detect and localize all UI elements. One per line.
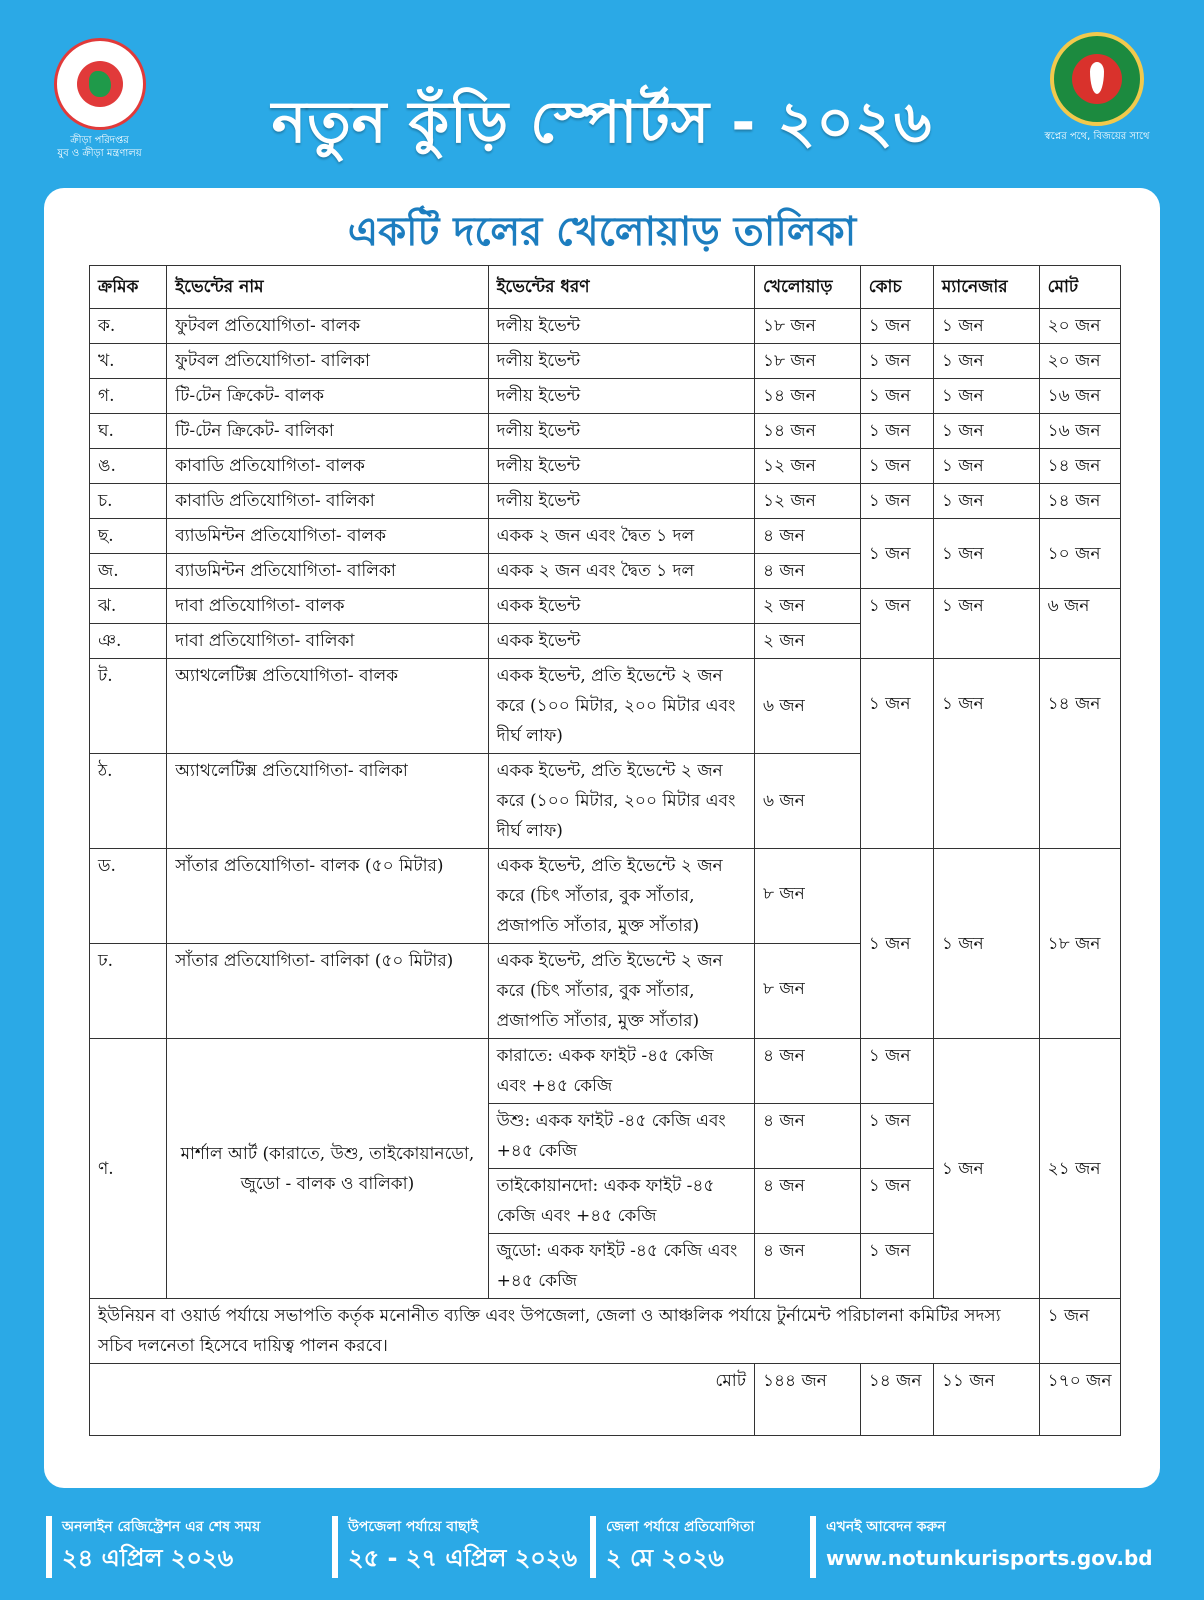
cell-event-type: উশু: একক ফাইট -৪৫ কেজি এবং +৪৫ কেজি (488, 1104, 754, 1169)
cell-players: ৪ জন (754, 1169, 860, 1234)
cell-serial: ক. (90, 309, 167, 344)
cell-manager: ১ জন (933, 589, 1039, 659)
cell-coach: ১ জন (860, 1039, 933, 1104)
header-manager: ম্যানেজার (933, 266, 1039, 309)
cell-manager: ১ জন (933, 379, 1039, 414)
grand-total-coach: ১৪ জন (860, 1364, 933, 1436)
cell-manager: ১ জন (933, 519, 1039, 589)
table-row (90, 1039, 1121, 1104)
cell-players: ১৮ জন (754, 344, 860, 379)
table-row (90, 484, 1121, 519)
footer-label: এখনই আবেদন করুন (826, 1519, 946, 1535)
cell-coach: ১ জন (860, 1234, 933, 1299)
cell-serial: চ. (90, 484, 167, 519)
header-serial: ক্রমিক (90, 266, 167, 309)
cell-event-type: একক ইভেন্ট (488, 589, 754, 624)
grand-total-label: মোট (90, 1364, 755, 1436)
cell-event-name: কাবাডি প্রতিযোগিতা- বালিকা (167, 484, 488, 519)
cell-coach: ১ জন (860, 1169, 933, 1234)
grand-total-manager: ১১ জন (933, 1364, 1039, 1436)
cell-total: ১ জন (1039, 1299, 1120, 1364)
header-event-type: ইভেন্টের ধরণ (488, 266, 754, 309)
cell-event-type: একক ২ জন এবং দ্বৈত ১ দল (488, 519, 754, 554)
cell-serial: ঘ. (90, 414, 167, 449)
cell-event-name: কাবাডি প্রতিযোগিতা- বালক (167, 449, 488, 484)
grand-total-players: ১৪৪ জন (754, 1364, 860, 1436)
cell-coach: ১ জন (860, 414, 933, 449)
team-leader-note: ইউনিয়ন বা ওয়ার্ড পর্যায়ে সভাপতি কর্তৃক মনোনীত ব্যক্তি এবং উপজেলা, জেলা ও আঞ্চলিক পর্যায়ে টুর্নামেন্ট পরিচালনা কমিটির সদস্য সচিব দলনেতা হিসেবে দায়িত্ব পালন করবে। (90, 1299, 1040, 1364)
cell-players: ৪ জন (754, 554, 860, 589)
footer-district-competition (590, 1516, 754, 1578)
cell-event-type: একক ২ জন এবং দ্বৈত ১ দল (488, 554, 754, 589)
cell-serial: ঞ. (90, 624, 167, 659)
cell-serial: খ. (90, 344, 167, 379)
cell-players: ১৮ জন (754, 309, 860, 344)
cell-total: ১৪ জন (1039, 449, 1120, 484)
cell-total: ১৪ জন (1039, 484, 1120, 519)
cell-event-name: ব্যাডমিন্টন প্রতিযোগিতা- বালিকা (167, 554, 488, 589)
left-logo-caption-2: যুব ও ক্রীড়া মন্ত্রণালয় (57, 148, 142, 159)
cell-event-type: একক ইভেন্ট, প্রতি ইভেন্টে ২ জন করে (১০০ মিটার, ২০০ মিটার এবং দীর্ঘ লাফ) (488, 754, 754, 849)
table-row (90, 449, 1121, 484)
table-total-row (90, 1364, 1121, 1436)
notun-kuri-emblem-icon (1050, 32, 1144, 126)
cell-serial: ট. (90, 659, 167, 754)
cell-players: ১২ জন (754, 449, 860, 484)
cell-total: ১০ জন (1039, 519, 1120, 589)
cell-players: ৪ জন (754, 519, 860, 554)
cell-event-type: দলীয় ইভেন্ট (488, 484, 754, 519)
cell-event-name: অ্যাথলেটিক্স প্রতিযোগিতা- বালক (167, 659, 488, 754)
footer-label: জেলা পর্যায়ে প্রতিযোগিতা (606, 1519, 755, 1535)
cell-event-type: একক ইভেন্ট, প্রতি ইভেন্টে ২ জন করে (১০০ মিটার, ২০০ মিটার এবং দীর্ঘ লাফ) (488, 659, 754, 754)
cell-event-name: ফুটবল প্রতিযোগিতা- বালক (167, 309, 488, 344)
cell-manager: ১ জন (933, 309, 1039, 344)
table-row (90, 659, 1121, 754)
cell-coach: ১ জন (860, 659, 933, 849)
cell-coach: ১ জন (860, 589, 933, 659)
cell-coach: ১ জন (860, 849, 933, 1039)
footer-label: উপজেলা পর্যায়ে বাছাই (348, 1519, 478, 1535)
cell-coach: ১ জন (860, 519, 933, 589)
cell-total: ১৪ জন (1039, 659, 1120, 849)
cell-players: ৮ জন (754, 849, 860, 944)
cell-players: ৬ জন (754, 659, 860, 754)
table-row (90, 344, 1121, 379)
cell-players: ৮ জন (754, 944, 860, 1039)
cell-coach: ১ জন (860, 484, 933, 519)
cell-serial: ণ. (90, 1039, 167, 1299)
cell-manager: ১ জন (933, 849, 1039, 1039)
table-row (90, 414, 1121, 449)
header-total: মোট (1039, 266, 1120, 309)
cell-event-name: অ্যাথলেটিক্স প্রতিযোগিতা- বালিকা (167, 754, 488, 849)
cell-coach: ১ জন (860, 309, 933, 344)
card-title: একটি দলের খেলোয়াড় তালিকা (347, 209, 857, 255)
cell-total: ২০ জন (1039, 309, 1120, 344)
cell-manager: ১ জন (933, 344, 1039, 379)
page-title: নতুন কুঁড়ি স্পোর্টস - ২০২৬ (271, 88, 933, 156)
cell-event-type: একক ইভেন্ট, প্রতি ইভেন্টে ২ জন করে (চিৎ সাঁতার, বুক সাঁতার, প্রজাপতি সাঁতার, মুক্ত সাঁতার) (488, 849, 754, 944)
cell-event-type: দলীয় ইভেন্ট (488, 309, 754, 344)
cell-total: ১৬ জন (1039, 414, 1120, 449)
notun-kuri-logo (1038, 32, 1156, 143)
cell-players: ১৪ জন (754, 379, 860, 414)
cell-coach: ১ জন (860, 1104, 933, 1169)
cell-players: ২ জন (754, 624, 860, 659)
cell-event-type: কারাতে: একক ফাইট -৪৫ কেজি এবং +৪৫ কেজি (488, 1039, 754, 1104)
cell-event-type: জুডো: একক ফাইট -৪৫ কেজি এবং +৪৫ কেজি (488, 1234, 754, 1299)
cell-players: ৬ জন (754, 754, 860, 849)
cell-total: ১৮ জন (1039, 849, 1120, 1039)
cell-players: ২ জন (754, 589, 860, 624)
cell-event-type: একক ইভেন্ট, প্রতি ইভেন্টে ২ জন করে (চিৎ সাঁতার, বুক সাঁতার, প্রজাপতি সাঁতার, মুক্ত সাঁতার) (488, 944, 754, 1039)
roster-table (89, 265, 1121, 1436)
roster-card (44, 188, 1160, 1488)
cell-serial: ঙ. (90, 449, 167, 484)
cell-event-type: একক ইভেন্ট (488, 624, 754, 659)
cell-coach: ১ জন (860, 449, 933, 484)
cell-manager: ১ জন (933, 414, 1039, 449)
cell-total: ২১ জন (1039, 1039, 1120, 1299)
cell-event-name: ব্যাডমিন্টন প্রতিযোগিতা- বালক (167, 519, 488, 554)
cell-event-name: সাঁতার প্রতিযোগিতা- বালিকা (৫০ মিটার) (167, 944, 488, 1039)
header-players: খেলোয়াড় (754, 266, 860, 309)
right-logo-caption: স্বপ্নের পথে, বিজয়ের সাথে (1044, 131, 1150, 142)
cell-serial: গ. (90, 379, 167, 414)
table-row (90, 589, 1121, 624)
grand-total-total: ১৭০ জন (1039, 1364, 1120, 1436)
website-link[interactable]: www.notunkurisports.gov.bd (826, 1546, 1153, 1570)
cell-serial: ঢ. (90, 944, 167, 1039)
footer-info-bar (0, 1504, 1204, 1600)
cell-total: ১৬ জন (1039, 379, 1120, 414)
cell-manager: ১ জন (933, 1039, 1039, 1299)
footer-registration-deadline (46, 1516, 260, 1578)
cell-players: ৪ জন (754, 1039, 860, 1104)
cell-players: ১২ জন (754, 484, 860, 519)
cell-serial: ছ. (90, 519, 167, 554)
cell-event-type: দলীয় ইভেন্ট (488, 379, 754, 414)
cell-event-type: দলীয় ইভেন্ট (488, 414, 754, 449)
cell-serial: ঝ. (90, 589, 167, 624)
cell-coach: ১ জন (860, 344, 933, 379)
cell-total: ২০ জন (1039, 344, 1120, 379)
footer-value: ২৪ এপ্রিল ২০২৬ (62, 1544, 234, 1572)
header-coach: কোচ (860, 266, 933, 309)
table-row (90, 849, 1121, 944)
cell-manager: ১ জন (933, 449, 1039, 484)
cell-event-name: দাবা প্রতিযোগিতা- বালিকা (167, 624, 488, 659)
left-logo-caption-1: ক্রীড়া পরিদপ্তর (70, 135, 129, 146)
cell-event-name: টি-টেন ক্রিকেট- বালক (167, 379, 488, 414)
cell-event-type: দলীয় ইভেন্ট (488, 449, 754, 484)
cell-event-type: দলীয় ইভেন্ট (488, 344, 754, 379)
cell-manager: ১ জন (933, 484, 1039, 519)
footer-value: ২৫ - ২৭ এপ্রিল ২০২৬ (348, 1544, 578, 1572)
cell-event-name: সাঁতার প্রতিযোগিতা- বালক (৫০ মিটার) (167, 849, 488, 944)
cell-event-name: ফুটবল প্রতিযোগিতা- বালিকা (167, 344, 488, 379)
cell-event-name: মার্শাল আর্ট (কারাতে, উশু, তাইকোয়ানডো, জুডো - বালক ও বালিকা) (167, 1039, 488, 1299)
table-note-row (90, 1299, 1121, 1364)
footer-apply-now (810, 1516, 1153, 1578)
header-event-name: ইভেন্টের নাম (167, 266, 488, 309)
footer-upazila-selection (332, 1516, 577, 1578)
cell-serial: ঠ. (90, 754, 167, 849)
table-header-row (90, 266, 1121, 309)
footer-label: অনলাইন রেজিস্ট্রেশন এর শেষ সময় (62, 1519, 261, 1535)
table-row (90, 519, 1121, 554)
cell-total: ৬ জন (1039, 589, 1120, 659)
cell-event-name: টি-টেন ক্রিকেট- বালিকা (167, 414, 488, 449)
cell-players: ১৪ জন (754, 414, 860, 449)
cell-serial: জ. (90, 554, 167, 589)
cell-players: ৪ জন (754, 1234, 860, 1299)
cell-event-name: দাবা প্রতিযোগিতা- বালক (167, 589, 488, 624)
cell-coach: ১ জন (860, 379, 933, 414)
table-row (90, 309, 1121, 344)
cell-serial: ড. (90, 849, 167, 944)
cell-event-type: তাইকোয়ানদো: একক ফাইট -৪৫ কেজি এবং +৪৫ কেজি (488, 1169, 754, 1234)
footer-value: ২ মে ২০২৬ (606, 1544, 724, 1572)
cell-manager: ১ জন (933, 659, 1039, 849)
table-row (90, 379, 1121, 414)
cell-players: ৪ জন (754, 1104, 860, 1169)
